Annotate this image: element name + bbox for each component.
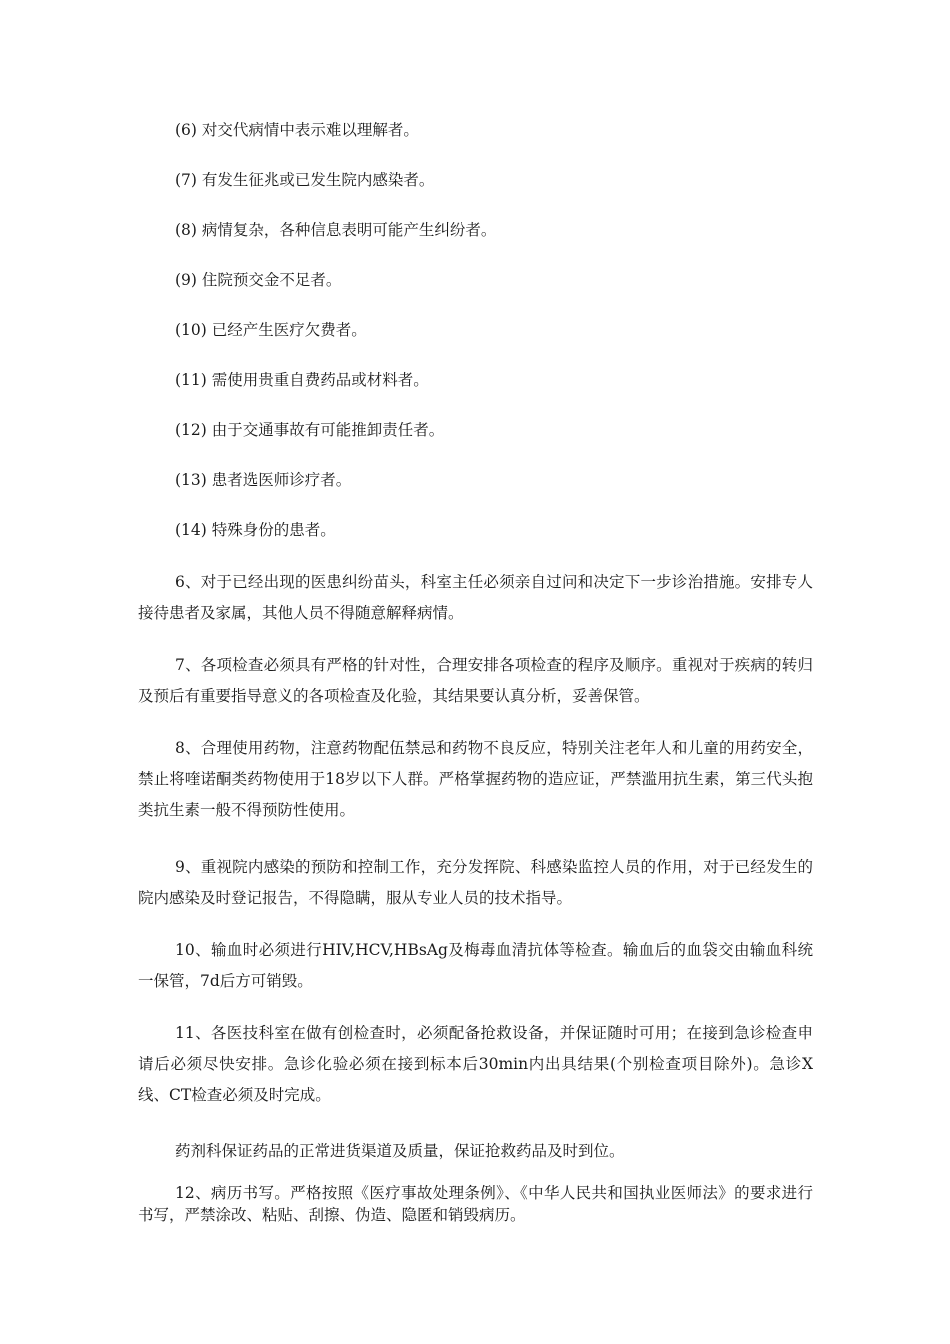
paragraph-6: 6、对于已经出现的医患纠纷苗头，科室主任必须亲自过问和决定下一步诊治措施。安排专人接待患者及家属，其他人员不得随意解释病情。 [138, 573, 813, 622]
paragraph-7: 7、各项检查必须具有严格的针对性，合理安排各项检查的程序及顺序。重视对于疾病的转归及预后有重要指导意义的各项检查及化验，其结果要认真分析，妥善保管。 [138, 656, 813, 705]
list-item: (12) 由于交通事故有可能推卸责任者。 [175, 421, 445, 439]
list-item: (6) 对交代病情中表示难以理解者。 [175, 121, 419, 139]
list-item: (7) 有发生征兆或已发生院内感染者。 [175, 171, 435, 189]
list-item: (8) 病情复杂，各种信息表明可能产生纠纷者。 [175, 221, 497, 239]
paragraph-8: 8、合理使用药物，注意药物配伍禁忌和药物不良反应，特别关注老年人和儿童的用药安全，禁止将喹诺酮类药物使用于18岁以下人群。严格掌握药物的造应证，严禁滥用抗生素，第三代头抱类抗生素一般不得预防性使用。 [138, 739, 813, 819]
list-item: (14) 特殊身份的患者。 [175, 521, 336, 539]
paragraph-pharmacy: 药剂科保证药品的正常进货渠道及质量，保证抢救药品及时到位。 [175, 1142, 625, 1160]
paragraph-10: 10、输血时必须进行HIV,HCV,HBsAg及梅毒血清抗体等检查。输血后的血袋交由输血科统一保管，7d后方可销毁。 [138, 941, 813, 990]
paragraph-12: 12、病历书写。严格按照《医疗事故处理条例》、《中华人民共和国执业医师法》的要求进行书写，严禁涂改、粘贴、刮擦、伪造、隐匿和销毁病历。 [138, 1184, 813, 1224]
list-item: (13) 患者选医师诊疗者。 [175, 471, 352, 489]
list-item: (11) 需使用贵重自费药品或材料者。 [175, 371, 429, 389]
list-item: (9) 住院预交金不足者。 [175, 271, 342, 289]
paragraph-9: 9、重视院内感染的预防和控制工作，充分发挥院、科感染监控人员的作用，对于已经发生的院内感染及时登记报告，不得隐瞒，服从专业人员的技术指导。 [138, 858, 813, 907]
paragraph-11: 11、各医技科室在做有创检查时，必须配备抢救设备，并保证随时可用；在接到急诊检查申请后必须尽快安排。急诊化验必须在接到标本后30min内出具结果(个别检查项目除外)。急诊X线、CT检查必须及时完成。 [138, 1024, 813, 1104]
list-item: (10) 已经产生医疗欠费者。 [175, 321, 367, 339]
